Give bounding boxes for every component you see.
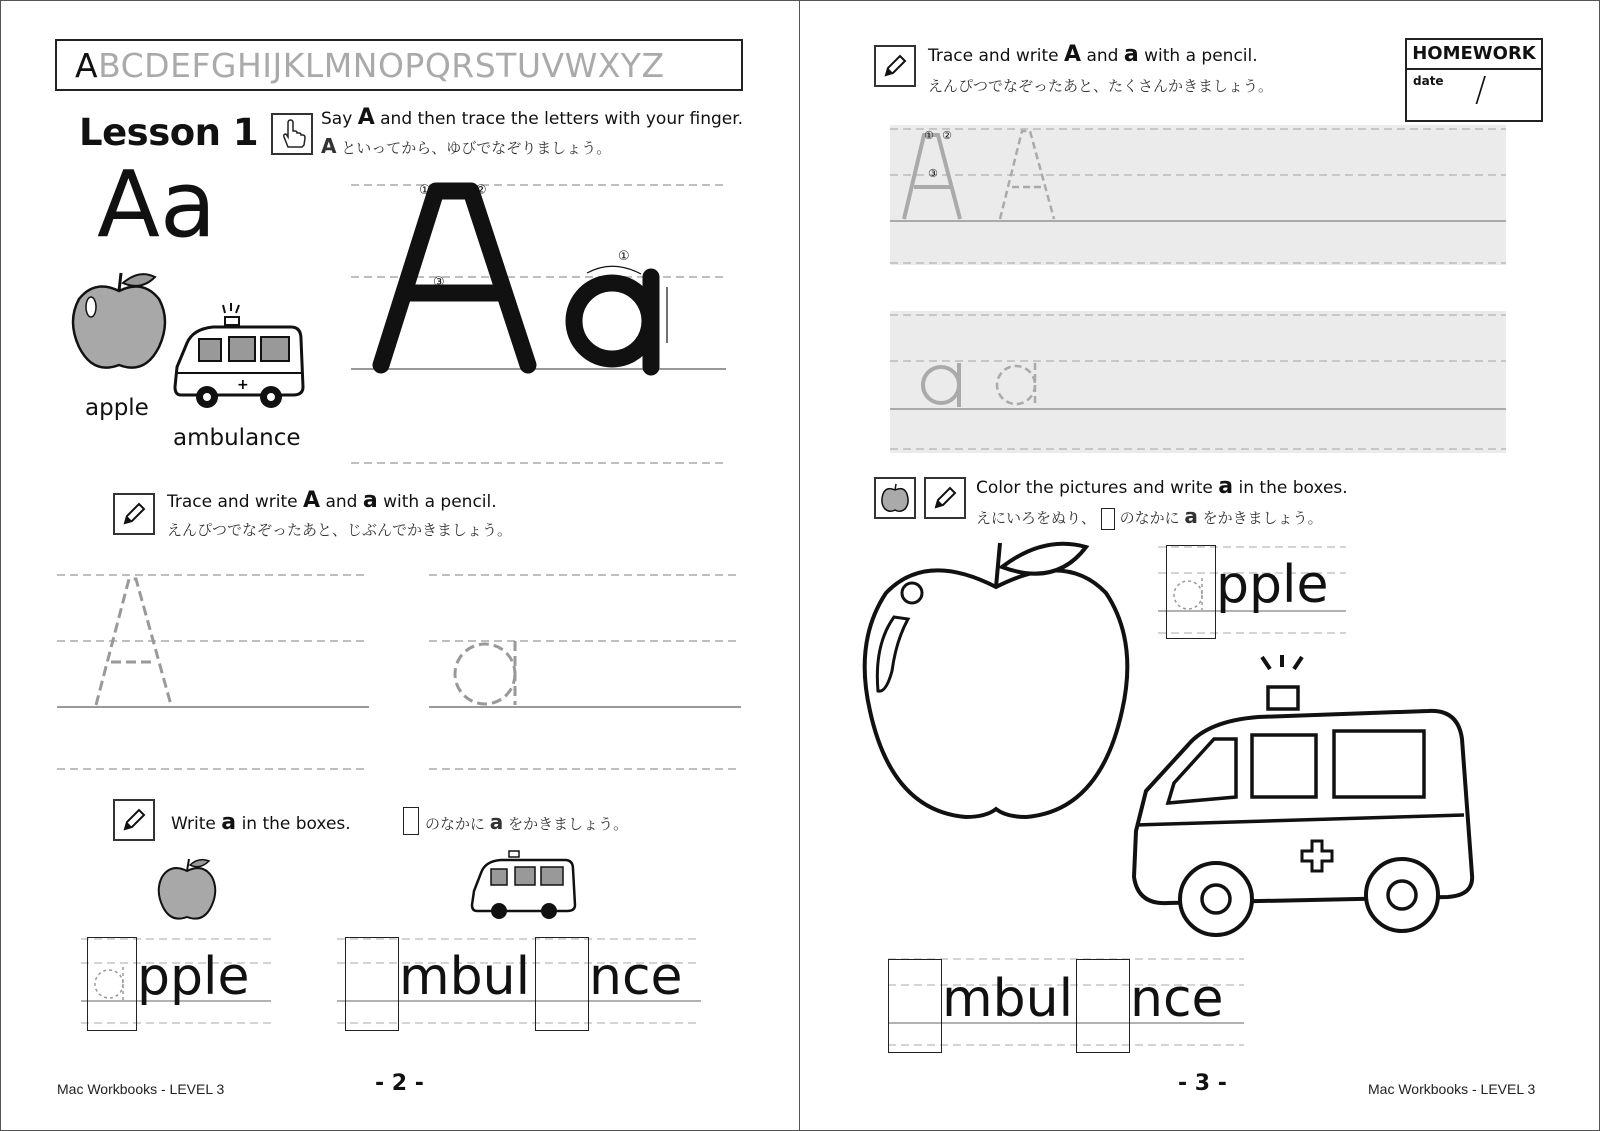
step2-en-mid: and (325, 492, 358, 512)
step1-en-pre: Say (321, 109, 353, 129)
step3-en-post: in the boxes. (241, 814, 351, 834)
r-step2-jp-pre: えにいろをぬり、 (976, 509, 1097, 527)
page-number-right: - 3 - (1178, 1071, 1227, 1096)
r-step2-jp-post: をかきましょう。 (1202, 509, 1323, 527)
ambulance-label: ambulance (173, 425, 301, 451)
homework-date-label: date (1413, 74, 1444, 88)
stroke-num-3: ③ (433, 275, 445, 290)
step1-jp-letter: A (321, 134, 337, 158)
footer-brand-left: Mac Workbooks - LEVEL 3 (57, 1081, 225, 1097)
stroke-num-a1: ① (618, 249, 630, 264)
r-word-apple-rest: pple (1216, 555, 1329, 615)
step2-en-post: with a pencil. (383, 492, 497, 512)
answer-box-ambulance-1[interactable] (345, 937, 399, 1031)
step3-jp-letter: a (489, 810, 504, 834)
alphabet-rest: BCDEFGHIJKLMNOPQRSTUVWXYZ (98, 45, 665, 85)
r-stroke-num-3: ③ (928, 167, 938, 180)
step3-jp-post: をかきましょう。 (508, 815, 629, 833)
r-step1-instruction-jp: えんぴつでなぞったあと、たくさんかきましょう。 (928, 77, 1274, 95)
page-number-left: - 2 - (375, 1071, 424, 1096)
svg-text:+: + (237, 377, 249, 393)
word-apple-rest: pple (137, 947, 250, 1007)
stroke-num-2: ② (475, 183, 487, 198)
footer-brand-right: Mac Workbooks - LEVEL 3 (1368, 1081, 1536, 1097)
r-stroke-num-2: ② (942, 129, 952, 142)
step3-letter: a (221, 810, 237, 835)
big-letters: Aa (97, 151, 217, 258)
r-step1-letter-upper: A (1064, 42, 1082, 67)
r-step2-jp-letter: a (1184, 504, 1198, 528)
right-page (800, 0, 1600, 1131)
homework-date-field[interactable]: / (1475, 70, 1487, 110)
step3-en-pre: Write (171, 814, 216, 834)
r-word-ambulance-part1: mbul (942, 969, 1074, 1029)
r-step2-en-post: in the boxes. (1238, 478, 1348, 498)
apple-label: apple (85, 395, 149, 421)
r-step1-en-pre: Trace and write (928, 46, 1059, 66)
step2-en-pre: Trace and write (167, 492, 298, 512)
step1-jp-text: といってから、ゆびでなぞりましょう。 (341, 139, 612, 157)
homework-title: HOMEWORK (1407, 40, 1541, 70)
lesson-title: Lesson 1 (79, 111, 259, 154)
r-stroke-num-1: ① (924, 129, 934, 142)
r-step2-letter: a (1218, 474, 1234, 499)
r-step1-en-post: with a pencil. (1144, 46, 1258, 66)
answer-box-ambulance-2[interactable] (535, 937, 589, 1031)
r-answer-box-ambulance-2[interactable] (1076, 959, 1130, 1053)
r-step2-jp-mid: のなかに (1119, 509, 1180, 527)
r-step2-en-pre: Color the pictures and write (976, 478, 1213, 498)
r-word-ambulance-part2: nce (1130, 969, 1224, 1029)
stroke-num-1: ① (419, 183, 431, 198)
r-step1-en-mid: and (1086, 46, 1119, 66)
word-ambulance-part1: mbul (399, 947, 531, 1007)
step1-en-post: and then trace the letters with your finger. (380, 109, 744, 129)
answer-box-apple[interactable] (87, 937, 137, 1031)
r-step1-letter-lower: a (1123, 42, 1139, 67)
step2-letter-upper: A (303, 488, 321, 513)
alphabet-first-letter: A (75, 45, 99, 85)
step1-en-letter: A (357, 105, 375, 130)
r-answer-box-apple[interactable] (1166, 545, 1216, 639)
r-answer-box-ambulance-1[interactable] (888, 959, 942, 1053)
step2-letter-lower: a (362, 488, 378, 513)
word-ambulance-part2: nce (589, 947, 683, 1007)
step2-instruction-jp: えんぴつでなぞったあと、じぶんでかきましょう。 (167, 521, 513, 539)
step3-jp-pre: のなかに (425, 815, 486, 833)
